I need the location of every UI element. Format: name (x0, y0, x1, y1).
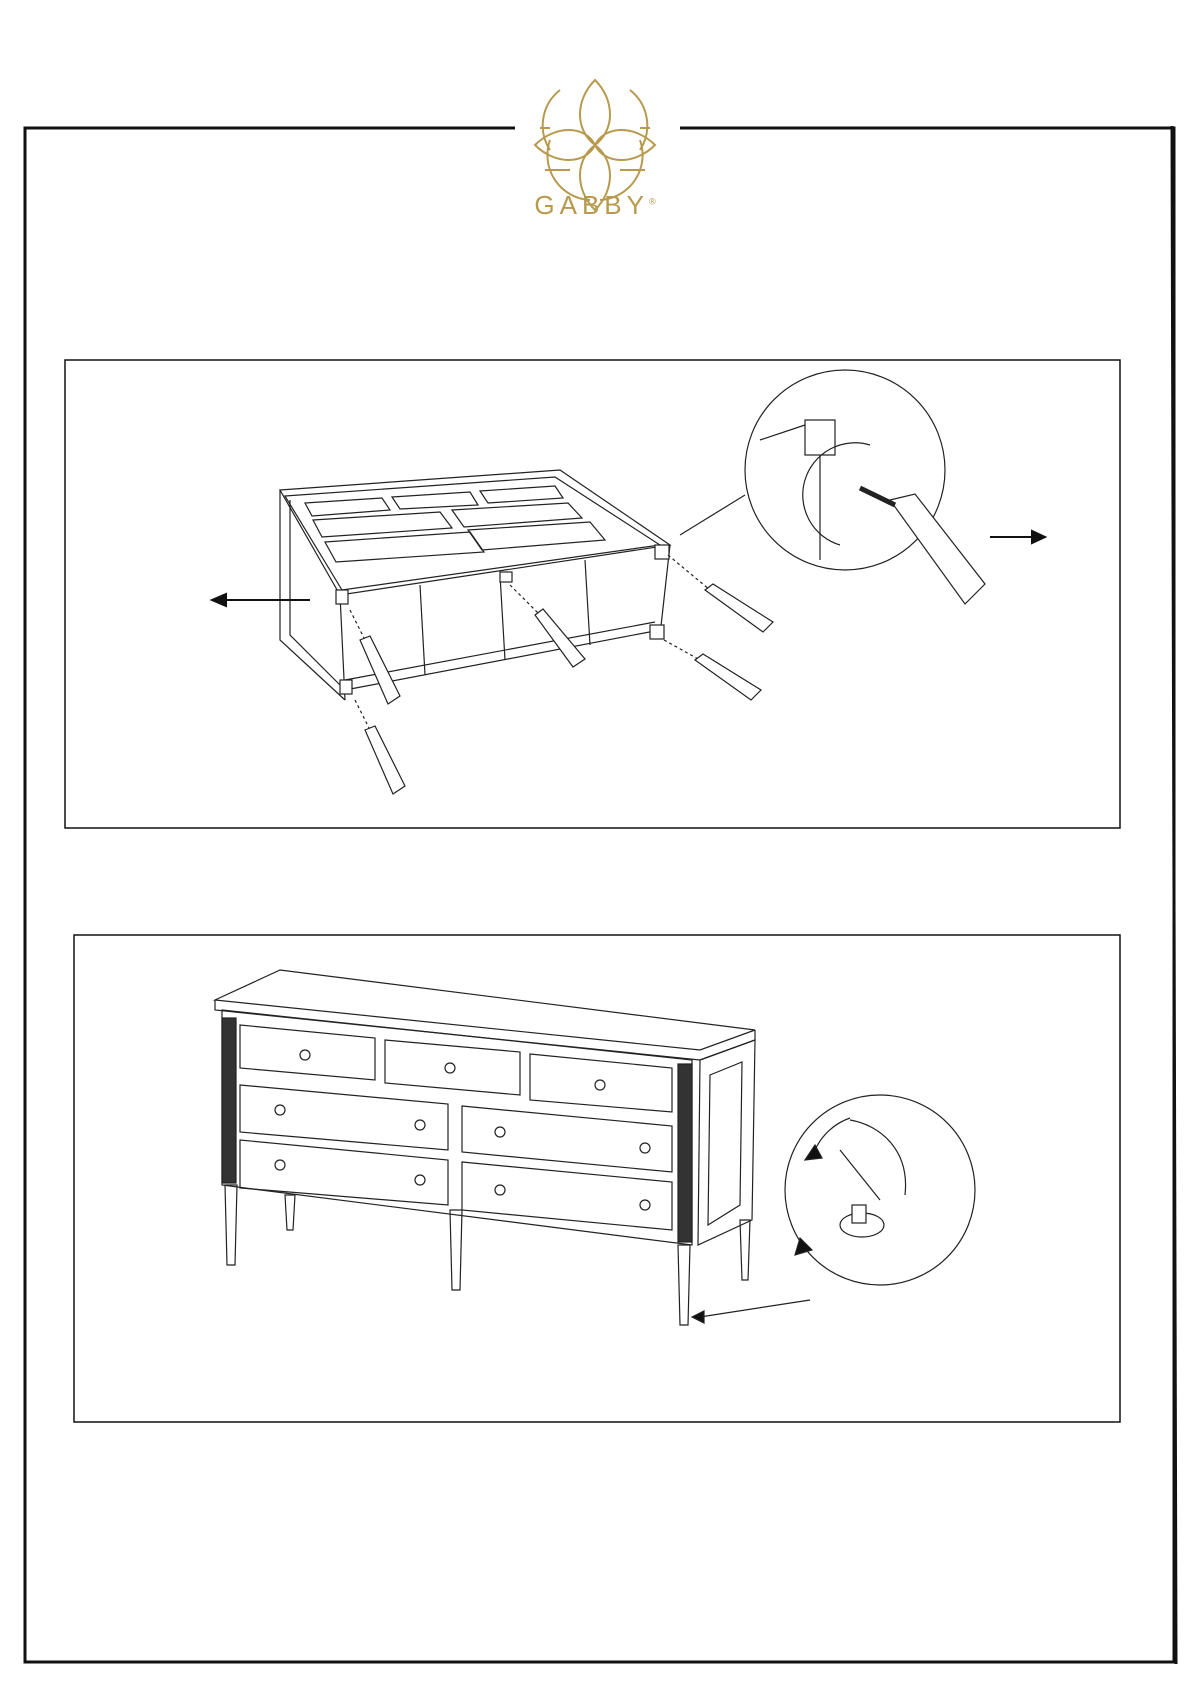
brand-name: GABBY (534, 190, 649, 220)
brand-trademark: ® (648, 196, 656, 207)
dresser-upright-illustration (215, 970, 755, 1325)
